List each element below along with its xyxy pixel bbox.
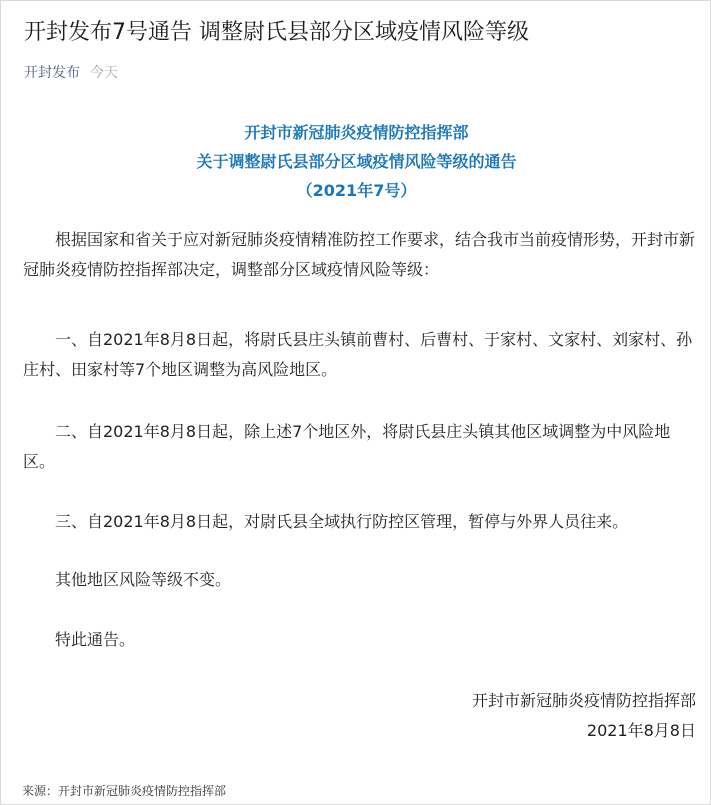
signature-org: 开封市新冠肺炎疫情防控指挥部 — [471, 691, 696, 710]
item-one-paragraph: 一、自2021年8月8日起，将尉氏县庄头镇前曹村、后曹村、于家村、文家村、刘家村、孙庄村、田家村等7个地区调整为高风险地区。 — [23, 330, 693, 379]
notice-subject: 关于调整尉氏县部分区域疫情风险等级的通告 — [196, 152, 517, 171]
item-two-paragraph: 二、自2021年8月8日起，除上述7个地区外，将尉氏县庄头镇其他区域调整为中风险地区。 — [23, 422, 671, 471]
publish-time: 今天 — [90, 65, 118, 81]
article-meta — [24, 63, 118, 83]
source-footnote: 来源：开封市新冠肺炎疫情防控指挥部 — [22, 784, 227, 798]
notice-number: （2021年7号） — [296, 181, 417, 200]
publisher-link[interactable]: 开封发布 — [24, 65, 80, 81]
closing-paragraph: 特此通告。 — [55, 630, 136, 649]
notice-header — [1, 118, 711, 205]
notice-issuer: 开封市新冠肺炎疫情防控指挥部 — [244, 123, 469, 142]
signature-date: 2021年8月8日 — [586, 721, 696, 740]
article-title: 开封发布7号通告 调整尉氏县部分区域疫情风险等级 — [24, 20, 529, 45]
other-areas-paragraph: 其他地区风险等级不变。 — [55, 570, 232, 589]
item-three-paragraph: 三、自2021年8月8日起，对尉氏县全域执行防控区管理，暂停与外界人员往来。 — [55, 512, 629, 531]
intro-paragraph: 根据国家和省关于应对新冠肺炎疫情精准防控工作要求，结合我市当前疫情形势，开封市新冠肺炎疫情防控指挥部决定，调整部分区域疫情风险等级： — [23, 230, 696, 279]
